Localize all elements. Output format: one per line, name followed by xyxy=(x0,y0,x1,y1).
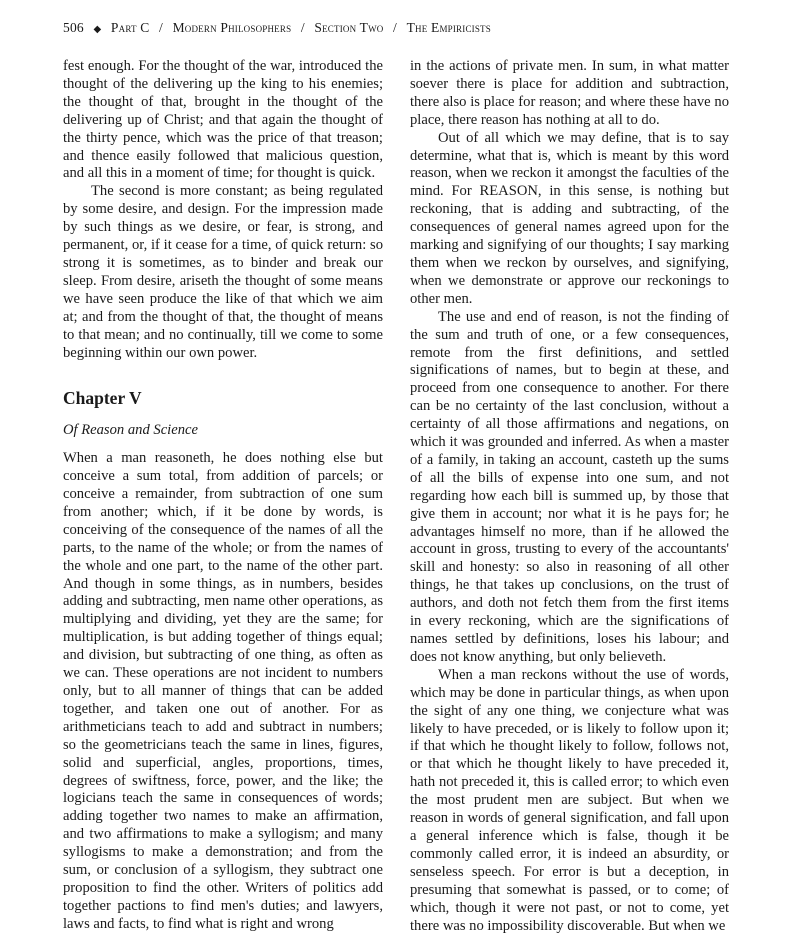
section-title: The Empiricists xyxy=(406,20,491,35)
paragraph: When a man reasoneth, he does nothing else but conceive a sum total, from addition of parcels; or conceive a remainder, from subtraction of one sum from another; which, if it be done by words, is conceiving of the consequence of the names of all the parts, to the name of the whole; or from the names of the whole and one part, to the name of the other part. And though in some things, as in numbers, besides adding and subtracting, men name other operations, as multiplying and dividing, yet they are the same; for multiplication, is but adding together of things equal; and division, but subtracting of one thing, as often as we can. These operations are not incident to numbers only, but to all manner of things that can be added together, and taken one out of another. For as arithmeticians teach to add and subtract in numbers; so the geometricians teach the same in lines, figures, solid and superficial, angles, proportions, times, degrees of swiftness, force, power, and the like; the logicians teach the same in consequences of words; adding together two names to make an affirmation, and two affirmations to make a syllogism; and many syllogisms to make a demonstration; and from the sum, or conclusion of a syllogism, they subtract one proposition to find the other. Writers of politics add together pactions to find men's duties; and lawyers, laws and facts, to find what is right and wrong xyxy=(63,450,383,932)
left-column xyxy=(63,58,383,934)
section-label: Section Two xyxy=(314,20,384,35)
paragraph: When a man reckons without the use of words, which may be done in particular things, as when upon the sight of any one thing, we conjecture what was likely to have preceded, or is likely to follow upon it; if that which he thought likely to follow, follows not, or that which he thought likely to have preceded it, hath not preceded it, this is called error; to which even the most prudent men are subject. But when we reason in words of general signification, and fall upon a general inference which is false, though it be commonly called error, it is indeed an absurdity, or senseless speech. For error is but a deception, in presuming that somewhat is passed, or to come; of which, though it were not past, or not to come, yet there was no impossibility discoverable. But when we xyxy=(410,666,729,934)
chapter-subtitle: Of Reason and Science xyxy=(63,422,198,439)
paragraph: in the actions of private men. In sum, in what matter soever there is place for addition and subtraction, there also is place for reason; and where these have no place, there reason has nothing at all to do. xyxy=(410,58,729,128)
running-head xyxy=(63,20,491,36)
divider: / xyxy=(393,20,397,35)
ornament-icon: ◆ xyxy=(93,24,102,35)
chapter-title: Chapter V xyxy=(63,388,142,409)
paragraph: Out of all which we may define, that is to say determine, what that is, which is meant by this word reason, when we reckon it amongst the faculties of the mind. For REASON, in this sense, is nothing but reckoning, that is adding and subtracting, of the consequences of general names agreed upon for the marking and signifying of our thoughts; I say marking them when we reckon by ourselves, and signifying, when we demonstrate or approve our reckonings to other men. xyxy=(410,129,729,307)
right-column xyxy=(410,58,729,935)
part-label: Part C xyxy=(110,20,150,35)
divider: / xyxy=(300,20,305,35)
paragraph: The second is more constant; as being regulated by some desire, and design. For the impression made by such things as we desire, or fear, is strong, and permanent, or, if it cease for a time, of quick return: so strong it is sometimes, as to binder and break our sleep. From desire, ariseth the thought of some means we have seen produce the like of that which we aim at; and from the thought of that, the thought of means to that mean; and no continually, till we come to some beginning within our own power. xyxy=(63,183,383,361)
paragraph: fest enough. For the thought of the war, introduced the thought of the delivering up the king to his enemies; the thought of that, brought in the thought of the delivering up of Christ; and that again the thought of the thirty pence, which was the price of that treason; and thence easily followed that malicious question, and all this in a moment of time; for thought is quick. xyxy=(63,58,383,182)
paragraph: The use and end of reason, is not the finding of the sum and truth of one, or a few consequences, remote from the first definitions, and settled significations of names, but to begin at these, and proceed from one consequence to another. For there can be no certainty of the last conclusion, without a certainty of all those affirmations and negations, on which it was grounded and inferred. As when a master of a family, in taking an account, casteth up the sums of all the bills of expense into one sum, and not regarding how each bill is summed up, by those that give them in account; nor what it is he pays for; he advantages himself no more, than if he allowed the account in gross, trusting to every of the accountants' skill and honesty: so also in reasoning of all other things, he that takes up conclusions, on the trust of authors, and doth not fetch them from the first items in every reckoning, which are the significations of names settled by definitions, loses his labour; and does not know anything, but only believeth. xyxy=(410,308,729,665)
divider: / xyxy=(159,20,163,35)
part-title: Modern Philosophers xyxy=(172,20,292,35)
page-number: 506 xyxy=(63,20,84,35)
